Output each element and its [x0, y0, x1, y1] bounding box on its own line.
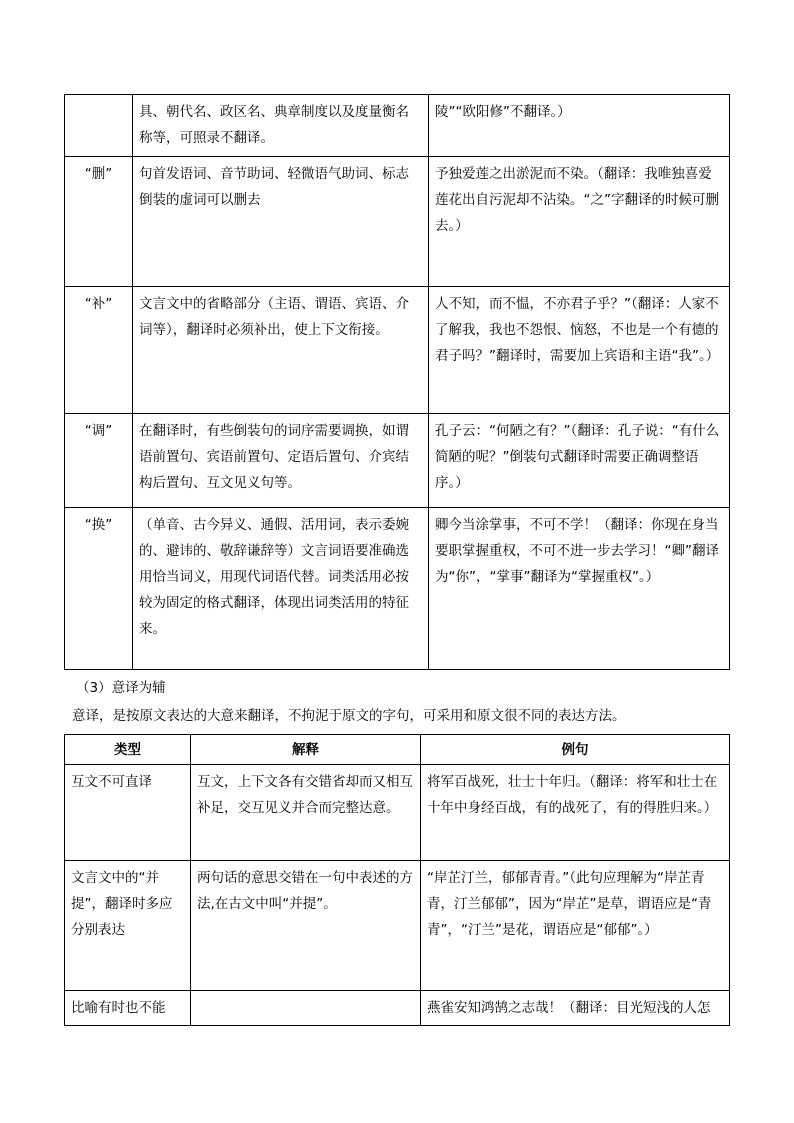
section-description: 意译，是按原文表达的大意来翻译，不拘泥于原文的字句，可采用和原文很不同的表达方法。 [72, 708, 626, 724]
example-cell: 陵”“欧阳修”不翻译。） [429, 95, 730, 157]
table-row [65, 765, 730, 861]
method-cell [65, 95, 133, 157]
explanation-cell: 具、朝代名、政区名、典章制度以及度量衡名称等，可照录不翻译。 [133, 95, 429, 157]
method-cell: “换” [65, 508, 133, 670]
type-cell: 比喻有时也不能 [65, 991, 191, 1026]
type-cell: 互文不可直译 [65, 765, 191, 861]
table-row [65, 508, 730, 670]
explanation-cell: 两句话的意思交错在一句中表述的方法,在古文中叫“并提”。 [191, 861, 421, 991]
example-cell: “岸芷汀兰，郁郁青青。”（此句应理解为“岸芷青青，汀兰郁郁”，因为“岸芷”是草，谓语应是“青青”，“汀兰”是花，谓语应是“郁郁”。） [421, 861, 730, 991]
free-translation-table [64, 734, 730, 1026]
explanation-cell: （单音、古今异义、通假、活用词，表示委婉的、避讳的、敬辞谦辞等）文言词语要准确选用恰当词义，用现代词语代替。词类活用必按较为固定的格式翻译，体现出词类活用的特征来。 [133, 508, 429, 670]
explanation-cell: 文言文中的省略部分（主语、谓语、宾语、介词等），翻译时必须补出，使上下文衔接。 [133, 287, 429, 414]
table-row [65, 157, 730, 287]
method-cell: “调” [65, 414, 133, 508]
column-header-explanation: 解释 [191, 735, 421, 765]
explanation-cell: 互文，上下文各有交错省却而又相互补足，交互见义并合而完整达意。 [191, 765, 421, 861]
explanation-cell [191, 991, 421, 1026]
column-header-type: 类型 [65, 735, 191, 765]
method-cell: “补” [65, 287, 133, 414]
section-heading: （3）意译为辅 [76, 680, 166, 696]
example-cell: 人不知，而不愠，不亦君子乎？”（翻译：人家不了解我，我也不怨恨、恼怒，不也是一个有德的君子吗？”翻译时，需要加上宾语和主语“我”。） [429, 287, 730, 414]
column-header-example: 例句 [421, 735, 730, 765]
example-cell: 燕雀安知鸿鹄之志哉！（翻译：目光短浅的人怎 [421, 991, 730, 1026]
method-cell: “删” [65, 157, 133, 287]
table-row [65, 287, 730, 414]
translation-methods-table [64, 94, 730, 670]
example-cell: 卿今当涂掌事，不可不学！（翻译：你现在身当要职掌握重权，不可不进一步去学习！“卿”翻译为“你”，“掌事”翻译为“掌握重权”。） [429, 508, 730, 670]
example-cell: 将军百战死，壮士十年归。（翻译：将军和壮士在十年中身经百战，有的战死了，有的得胜归来。） [421, 765, 730, 861]
explanation-cell: 在翻译时，有些倒装句的词序需要调换，如谓语前置句、宾语前置句、定语后置句、介宾结构后置句、互文见义句等。 [133, 414, 429, 508]
type-cell: 文言文中的“并提”，翻译时多应分别表达 [65, 861, 191, 991]
example-cell: 孔子云：“何陋之有？”（翻译：孔子说：“有什么简陋的呢？”倒装句式翻译时需要正确调整语序。） [429, 414, 730, 508]
table-row [65, 991, 730, 1026]
table-header-row [65, 735, 730, 765]
table-row [65, 414, 730, 508]
explanation-cell: 句首发语词、音节助词、轻微语气助词、标志倒装的虚词可以删去 [133, 157, 429, 287]
example-cell: 予独爱莲之出淤泥而不染。（翻译：我唯独喜爱莲花出自污泥却不沾染。“之”字翻译的时候可删去。） [429, 157, 730, 287]
table-row [65, 95, 730, 157]
table-row [65, 861, 730, 991]
